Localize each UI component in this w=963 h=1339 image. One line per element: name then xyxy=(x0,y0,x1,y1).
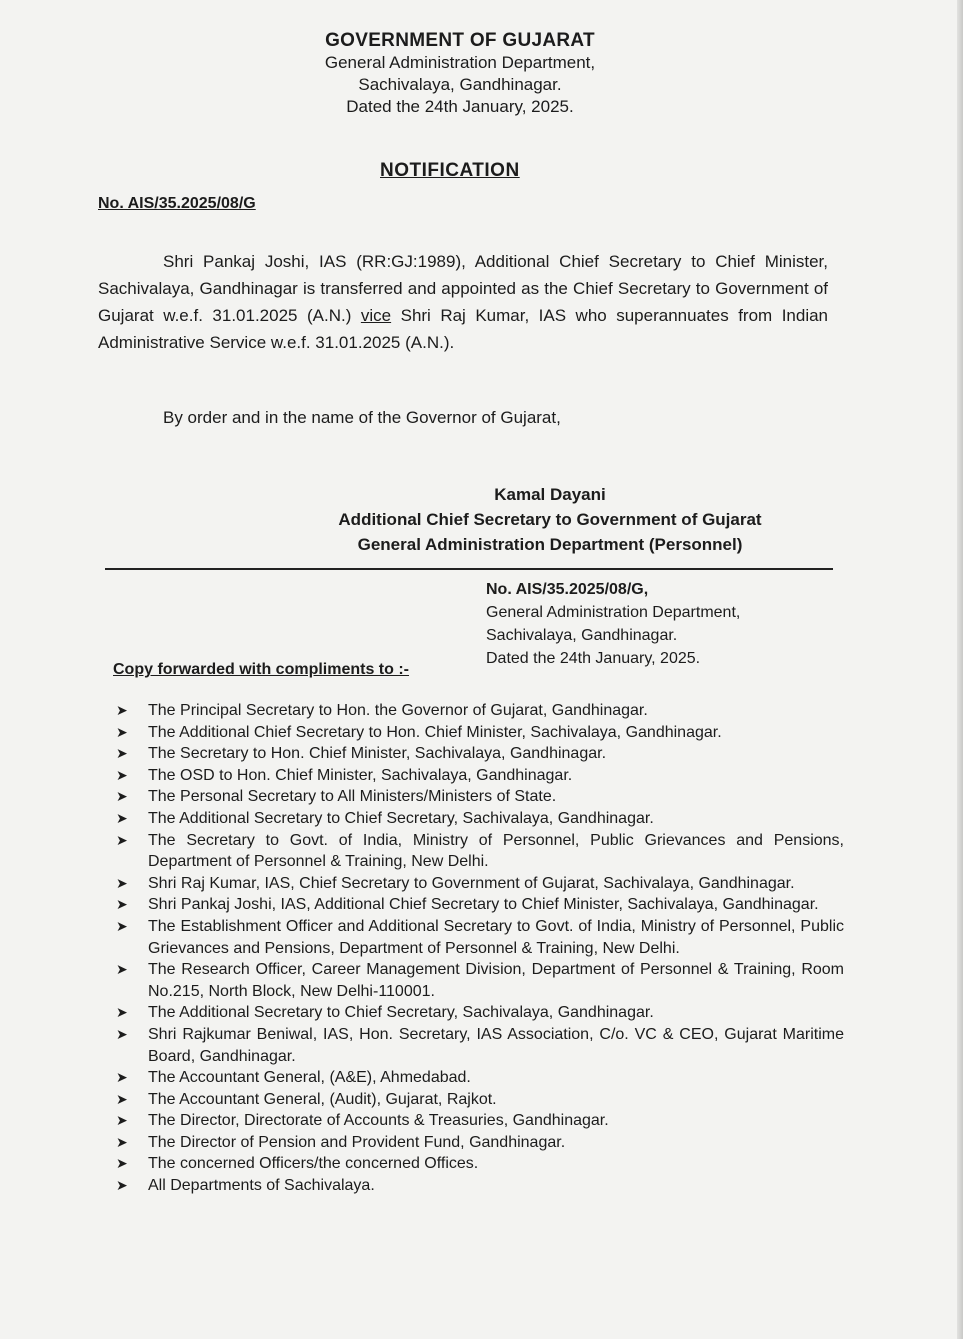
separator-rule xyxy=(105,568,833,570)
notification-number: No. AIS/35.2025/08/G xyxy=(98,195,256,212)
recipient-text: Shri Raj Kumar, IAS, Chief Secretary to Government of Gujarat, Sachivalaya, Gandhinagar. xyxy=(148,874,795,892)
bullet-arrow-icon: ➤ xyxy=(116,745,128,762)
copy-number: No. AIS/35.2025/08/G, xyxy=(486,581,649,598)
recipient-item xyxy=(116,830,844,873)
page-edge-shadow xyxy=(957,0,963,1339)
recipient-text: The Director of Pension and Provident Fund, Gandhinagar. xyxy=(148,1133,566,1151)
bullet-arrow-icon: ➤ xyxy=(116,1004,128,1021)
recipient-item xyxy=(116,1175,844,1197)
bullet-arrow-icon: ➤ xyxy=(116,788,128,805)
bullet-arrow-icon: ➤ xyxy=(116,874,128,891)
date-line: Dated the 24th January, 2025. xyxy=(346,97,574,116)
recipient-item xyxy=(116,1089,844,1111)
recipient-text: The Additional Chief Secretary to Hon. Chief Minister, Sachivalaya, Gandhinagar. xyxy=(148,723,722,741)
recipient-item xyxy=(116,916,844,959)
copy-forwarded-heading: Copy forwarded with compliments to :- xyxy=(113,661,410,678)
recipient-item xyxy=(116,959,844,1002)
bullet-arrow-icon: ➤ xyxy=(116,766,128,783)
bullet-arrow-icon: ➤ xyxy=(116,1090,128,1107)
recipient-text: The concerned Officers/the concerned Offices. xyxy=(148,1155,479,1173)
recipient-text: The Accountant General, (A&E), Ahmedabad. xyxy=(148,1069,471,1087)
bullet-arrow-icon: ➤ xyxy=(116,896,128,913)
recipient-list xyxy=(116,700,844,1197)
recipient-text: The Research Officer, Career Management Division, Department of Personnel & Training, Room No.215, North Block, New Delhi-110001. xyxy=(148,961,844,1000)
bullet-arrow-icon: ➤ xyxy=(116,961,128,978)
bullet-arrow-icon: ➤ xyxy=(116,809,128,826)
recipient-text: The Additional Secretary to Chief Secretary, Sachivalaya, Gandhinagar. xyxy=(148,1004,654,1022)
copy-date: Dated the 24th January, 2025. xyxy=(486,650,701,667)
recipient-item xyxy=(116,786,844,808)
recipient-item xyxy=(116,808,844,830)
body-text-part1: Shri Pankaj Joshi, IAS (RR:GJ:1989), Additional Chief Secretary to Chief Minister, Sachivalaya, Gandhinagar is transferred and appointed as the Chief Secretary to Government of Gujarat w.e.f. 31.01.2025 (A.N.) xyxy=(98,252,828,325)
notification-heading: NOTIFICATION xyxy=(380,160,520,181)
recipient-item xyxy=(116,1153,844,1175)
signatory-department: General Administration Department (Personnel) xyxy=(357,535,743,554)
body-vice-word: vice xyxy=(360,306,392,325)
bullet-arrow-icon: ➤ xyxy=(116,1177,128,1194)
bullet-arrow-icon: ➤ xyxy=(116,702,128,718)
recipient-item xyxy=(116,1067,844,1089)
signatory-name: Kamal Dayani xyxy=(494,485,606,504)
recipient-item xyxy=(116,1024,844,1067)
letterhead xyxy=(280,30,640,118)
recipient-text: The OSD to Hon. Chief Minister, Sachivalaya, Gandhinagar. xyxy=(148,766,573,784)
bullet-arrow-icon: ➤ xyxy=(116,1155,128,1172)
bullet-arrow-icon: ➤ xyxy=(116,723,128,740)
department-line: General Administration Department, xyxy=(324,53,596,72)
bullet-arrow-icon: ➤ xyxy=(116,1069,128,1086)
order-line: By order and in the name of the Governor of Gujarat, xyxy=(163,408,561,427)
recipient-item xyxy=(116,1110,844,1132)
recipient-item xyxy=(116,873,844,895)
recipient-text: The Principal Secretary to Hon. the Governor of Gujarat, Gandhinagar. xyxy=(148,702,648,719)
recipient-item xyxy=(116,743,844,765)
body-text-part2: Shri Raj Kumar, IAS who superannuates from Indian Administrative Service w.e.f. 31.01.2025 (A.N.). xyxy=(98,306,829,352)
bullet-arrow-icon: ➤ xyxy=(116,1133,128,1150)
copy-place: Sachivalaya, Gandhinagar. xyxy=(486,627,678,644)
recipient-item xyxy=(116,1002,844,1024)
recipient-item xyxy=(116,700,844,722)
copy-reference-block xyxy=(486,578,740,670)
recipient-text: Shri Rajkumar Beniwal, IAS, Hon. Secretary, IAS Association, C/o. VC & CEO, Gujarat Maritime Board, Gandhinagar. xyxy=(148,1025,844,1065)
recipient-text: The Personal Secretary to All Ministers/Ministers of State. xyxy=(148,788,557,806)
government-title: GOVERNMENT OF GUJARAT xyxy=(325,30,595,51)
recipient-item xyxy=(116,722,844,744)
bullet-arrow-icon: ➤ xyxy=(116,1112,128,1129)
recipient-text: The Accountant General, (Audit), Gujarat, Rajkot. xyxy=(148,1090,497,1108)
recipient-item xyxy=(116,894,844,916)
bullet-arrow-icon: ➤ xyxy=(116,917,128,934)
recipient-text: The Establishment Officer and Additional Secretary to Govt. of India, Ministry of Personnel, Public Grievances and Pensions, Department of Personnel & Training, New Delhi. xyxy=(148,917,844,957)
place-line: Sachivalaya, Gandhinagar. xyxy=(358,75,562,94)
recipient-text: The Director, Directorate of Accounts & Treasuries, Gandhinagar. xyxy=(148,1112,609,1130)
copy-department: General Administration Department, xyxy=(486,604,741,621)
notification-body xyxy=(98,248,828,356)
recipient-text: Shri Pankaj Joshi, IAS, Additional Chief Secretary to Chief Minister, Sachivalaya, Gandhinagar. xyxy=(148,896,819,914)
recipient-text: All Departments of Sachivalaya. xyxy=(148,1177,375,1195)
recipient-text: The Secretary to Hon. Chief Minister, Sachivalaya, Gandhinagar. xyxy=(148,745,607,763)
recipient-item xyxy=(116,1132,844,1154)
signatory-designation: Additional Chief Secretary to Government of Gujarat xyxy=(338,510,762,529)
bullet-arrow-icon: ➤ xyxy=(116,1025,128,1042)
signature-block xyxy=(280,482,820,557)
bullet-arrow-icon: ➤ xyxy=(116,831,128,848)
recipient-text: The Additional Secretary to Chief Secretary, Sachivalaya, Gandhinagar. xyxy=(148,809,654,827)
recipient-text: The Secretary to Govt. of India, Ministry of Personnel, Public Grievances and Pensions, Department of Personnel & Training, New Delhi. xyxy=(148,831,844,871)
recipient-item xyxy=(116,765,844,787)
